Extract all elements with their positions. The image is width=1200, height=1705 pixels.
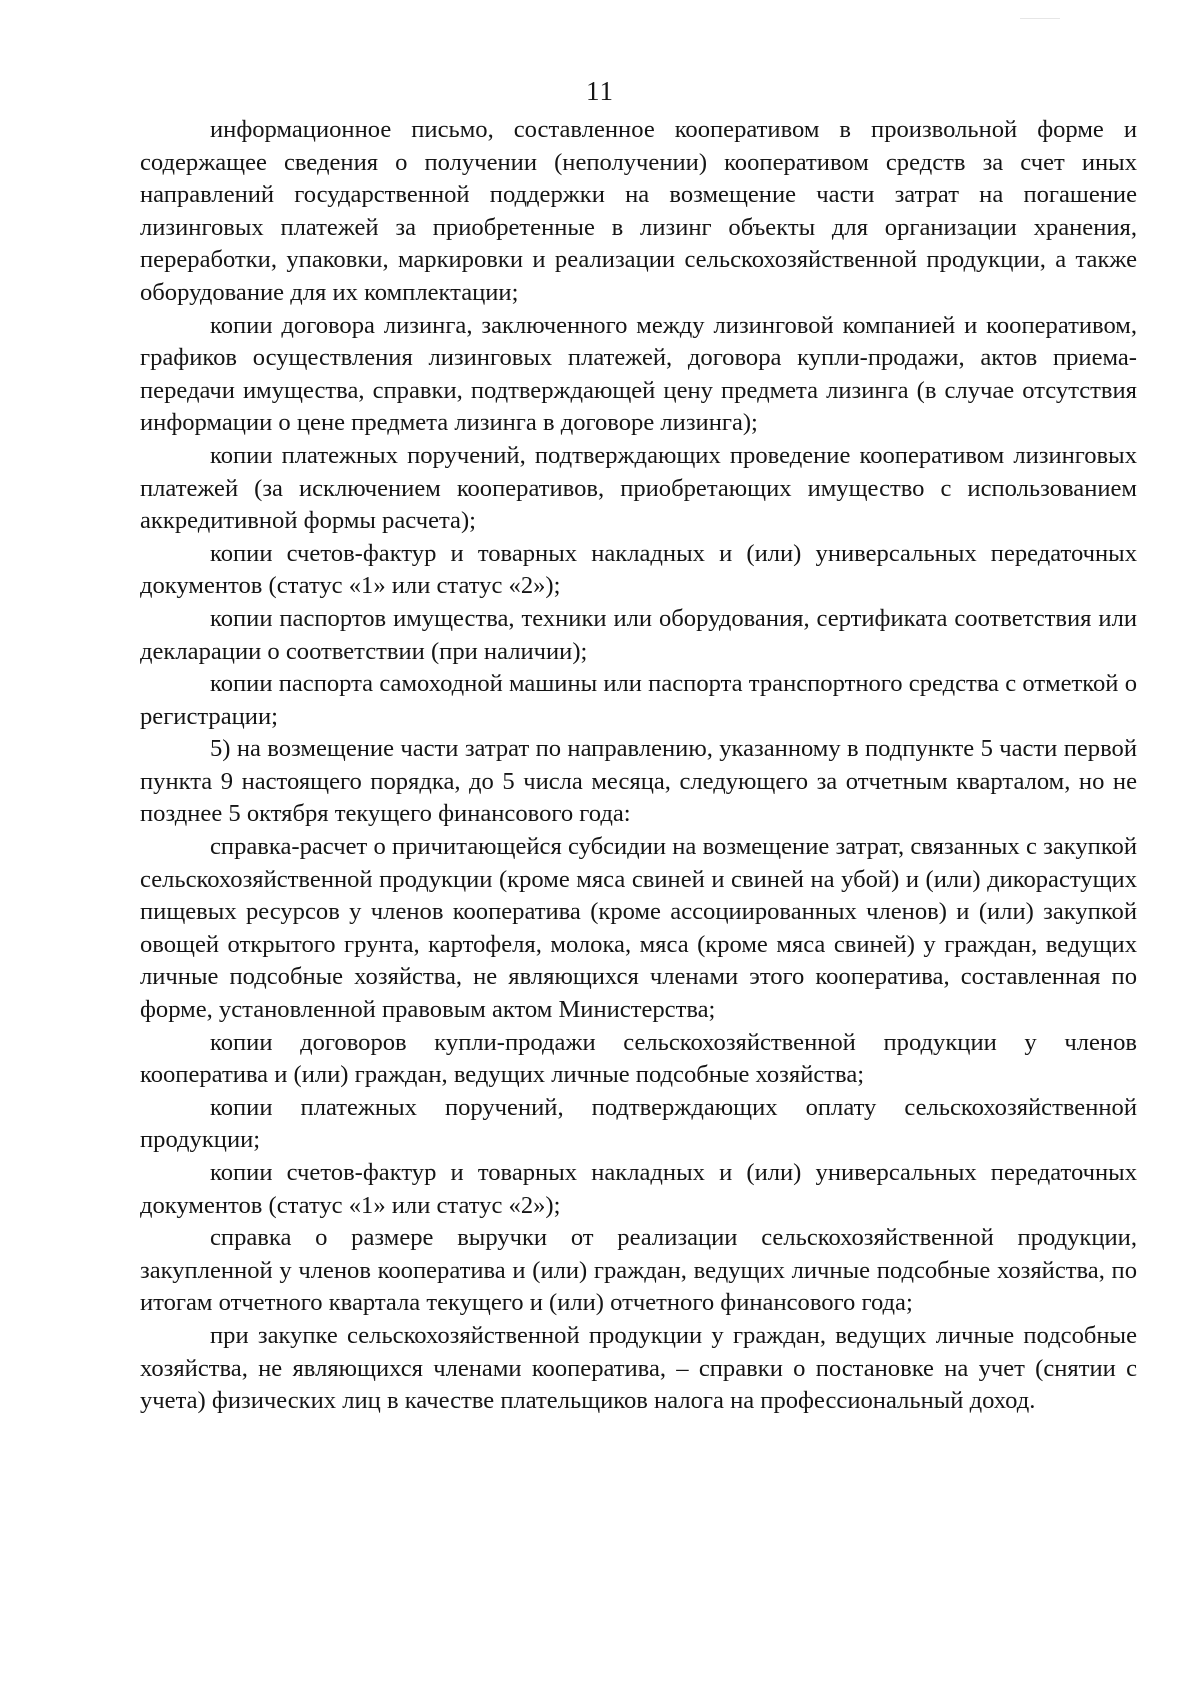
scan-mark (1020, 18, 1060, 19)
paragraph-invoices-1: копии счетов-фактур и товарных накладных и (или) универсальных передаточных документов (статус «1» или статус «2»); (140, 539, 1137, 600)
paragraph-payment-orders-leasing: копии платежных поручений, подтверждающих проведение кооперативом лизинговых платежей (за исключением кооперативов, приобретающих имущество с использованием аккредитивной формы расчета); (140, 441, 1137, 535)
paragraph-tax-registration: при закупке сельскохозяйственной продукции у граждан, ведущих личные подсобные хозяйства, не являющихся членами кооператива, – справки о постановке на учет (снятии с учета) физических лиц в качестве плательщиков налога на профессиональный доход. (140, 1321, 1137, 1415)
paragraph-leasing-contract-copies: копии договора лизинга, заключенного между лизинговой компанией и кооперативом, графиков осуществления лизинговых платежей, договора купли-продажи, актов приема-передачи имущества, справки, подтверждающей цену предмета лизинга (в случае отсутствия информации о цене предмета лизинга в договоре лизинга); (140, 311, 1137, 437)
paragraph-invoices-2: копии счетов-фактур и товарных накладных и (или) универсальных передаточных документов (статус «1» или статус «2»); (140, 1159, 1137, 1219)
paragraph-item-5: 5) на возмещение части затрат по направлению, указанному в подпункте 5 части первой пункта 9 настоящего порядка, до 5 числа месяца, следующего за отчетным кварталом, но не позднее 5 октября текущего финансового года: (140, 735, 1137, 828)
paragraph-subsidy-calculation: справка-расчет о причитающейся субсидии на возмещение затрат, связанных с закупкой сельскохозяйственной продукции (кроме мяса свиней и свиней на убой) и (или) дикорастущих пищевых ресурсов у членов кооператива (кроме ассоциированных членов) и (или) закупкой овощей открытого грунта, картофеля, молока, мяса (кроме мяса свиней) у граждан, ведущих личные подсобные хозяйства, не являющихся членами этого кооператива, составленная по форме, установленной правовым актом Министерства; (140, 833, 1137, 1024)
paragraph-revenue-certificate: справка о размере выручки от реализации сельскохозяйственной продукции, закупленной у членов кооператива и (или) граждан, ведущих личные подсобные хозяйства, по итогам отчетного квартала текущего и (или) отчетного финансового года; (140, 1224, 1137, 1317)
paragraph-purchase-contracts: копии договоров купли-продажи сельскохозяйственной продукции у членов кооператива и (или) граждан, ведущих личные подсобные хозяйства; (140, 1028, 1137, 1089)
paragraph-payment-orders-products: копии платежных поручений, подтверждающих оплату сельскохозяйственной продукции; (140, 1093, 1137, 1154)
document-body (140, 114, 1137, 1418)
paragraph-vehicle-passport: копии паспорта самоходной машины или паспорта транспортного средства с отметкой о регистрации; (140, 670, 1137, 730)
paragraph-info-letter: информационное письмо, составленное кооперативом в произвольной форме и содержащее сведения о получении (неполучении) кооперативом средств за счет иных направлений государственной поддержки на возмещение части затрат на погашение лизинговых платежей за приобретенные в лизинг объекты для организации хранения, переработки, упаковки, маркировки и реализации сельскохозяйственной продукции, а также оборудование для их комплектации; (140, 116, 1137, 306)
paragraph-property-passports: копии паспортов имущества, техники или оборудования, сертификата соответствия или декларации о соответствии (при наличии); (140, 604, 1137, 665)
page-number: 11 (586, 76, 614, 106)
